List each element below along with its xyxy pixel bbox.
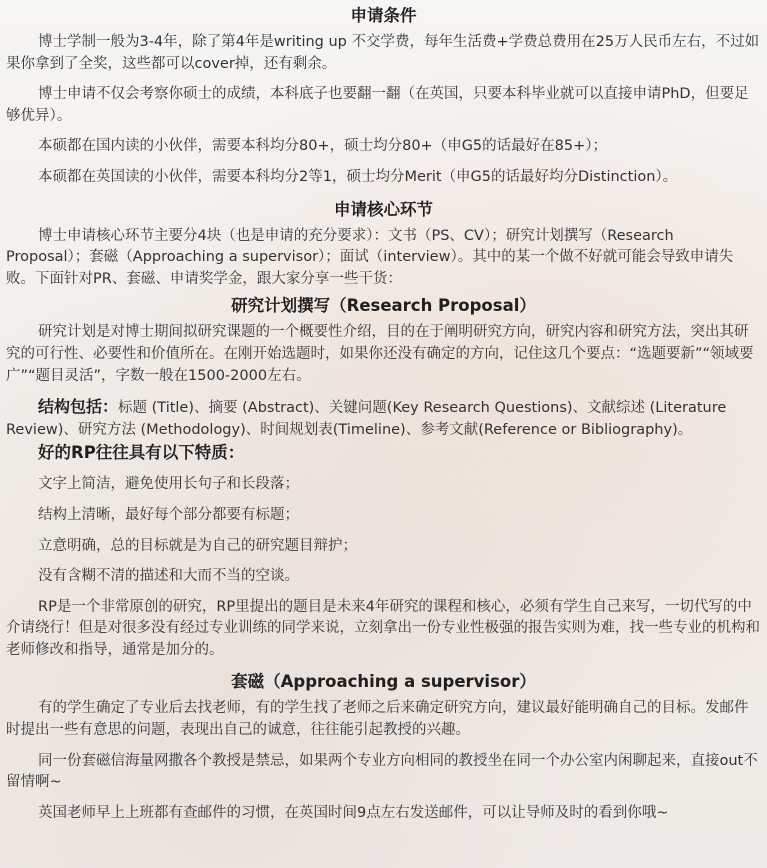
trait-item: 没有含糊不清的描述和大而不当的空谈。 <box>38 568 299 585</box>
paragraph: 有的学生确定了专业后去找老师，有的学生找了老师之后来确定研究方向，建议最好能明确自己的目标。发邮件时提出一些有意思的问题，表现出自己的诚意，往往能引起教授的兴趣。 <box>6 700 749 739</box>
good-rp-title: 好的RP往往具有以下特质： <box>38 443 245 463</box>
paragraph: 本硕都在英国读的小伙伴，需要本科均分2等1，硕士均分Merit（申G5的话最好均分Distinction）。 <box>38 168 678 185</box>
paragraph: 博士学制一般为3-4年，除了第4年是writing up 不交学费，每年生活费+学费总费用在25万人民币左右，不过如果你拿到了全奖，这些都可以cover掉，还有剩余。 <box>6 34 760 72</box>
paragraph: 博士申请不仅会考察你硕士的成绩，本科底子也要翻一翻（在英国，只要本科毕业就可以直接申请PhD，但要足够优异）。 <box>6 86 749 124</box>
paragraph: 同一份套磁信海量网撒各个教授是禁忌，如果两个专业方向相同的教授坐在同一个办公室内闲聊起来，直接out不留情啊~ <box>6 752 758 791</box>
paragraph: 本硕都在国内读的小伙伴，需要本科均分80+，硕士均分80+（申G5的话最好在85+）； <box>38 138 608 155</box>
section-title-core: 申请核心环节 <box>334 199 433 219</box>
paragraph: RP是一个非常原创的研究，RP里提出的题目是未来4年研究的课程和核心，必须有学生自己来写，一切代写的中介请绕行！但是对很多没有经过专业训练的同学来说，立刻拿出一份专业性极强的报告实则为难，找一些专业的机构和老师修改和指导，通常是加分的。 <box>6 598 760 658</box>
section-title-rp: 研究计划撰写（Research Proposal） <box>231 296 536 316</box>
trait-item: 结构上清晰，最好每个部分都要有标题； <box>38 506 299 523</box>
section-title-conditions: 申请条件 <box>350 6 417 25</box>
structure-label: 结构包括： <box>38 397 119 417</box>
paragraph: 博士申请核心环节主要分4块（也是申请的充分要求）：文书（PS、CV）；研究计划撰写（Research Proposal）；套磁（Approaching a supervisor）；面试（interview）。其中的某一个做不好就可能会导致申请失败。下面针对PR、套磁、申请奖学金，跟大家分享一些干货： <box>6 227 734 287</box>
trait-item: 立意明确，总的目标就是为自己的研究题目辩护； <box>38 537 357 554</box>
section-title-approach: 套磁（Approaching a supervisor） <box>231 672 536 692</box>
trait-item: 文字上简洁，避免使用长句子和长段落； <box>38 476 299 493</box>
paragraph: 英国老师早上上班都有查邮件的习惯，在英国时间9点左右发送邮件，可以让导师及时的看到你哦~ <box>38 804 669 821</box>
paragraph: 研究计划是对博士期间拟研究课题的一个概要性介绍，目的在于阐明研究方向，研究内容和研究方法，突出其研究的可行性、必要性和价值所在。在刚开始选题时，如果你还没有确定的方向，记住这几个要点：“选题要新”“领域要广”“题目灵活”，字数一般在1500-2000左右。 <box>6 324 754 384</box>
structure-text: 标题 (Title)、摘要 (Abstract)、关键问题(Key Research Questions)、文献综述 (Literature Review)、研究方法 (Methodology)、时间规划表(Timeline)、参考文献(Reference or Bibliography)。 <box>6 400 727 438</box>
structure-paragraph <box>6 396 761 441</box>
article <box>6 4 761 824</box>
